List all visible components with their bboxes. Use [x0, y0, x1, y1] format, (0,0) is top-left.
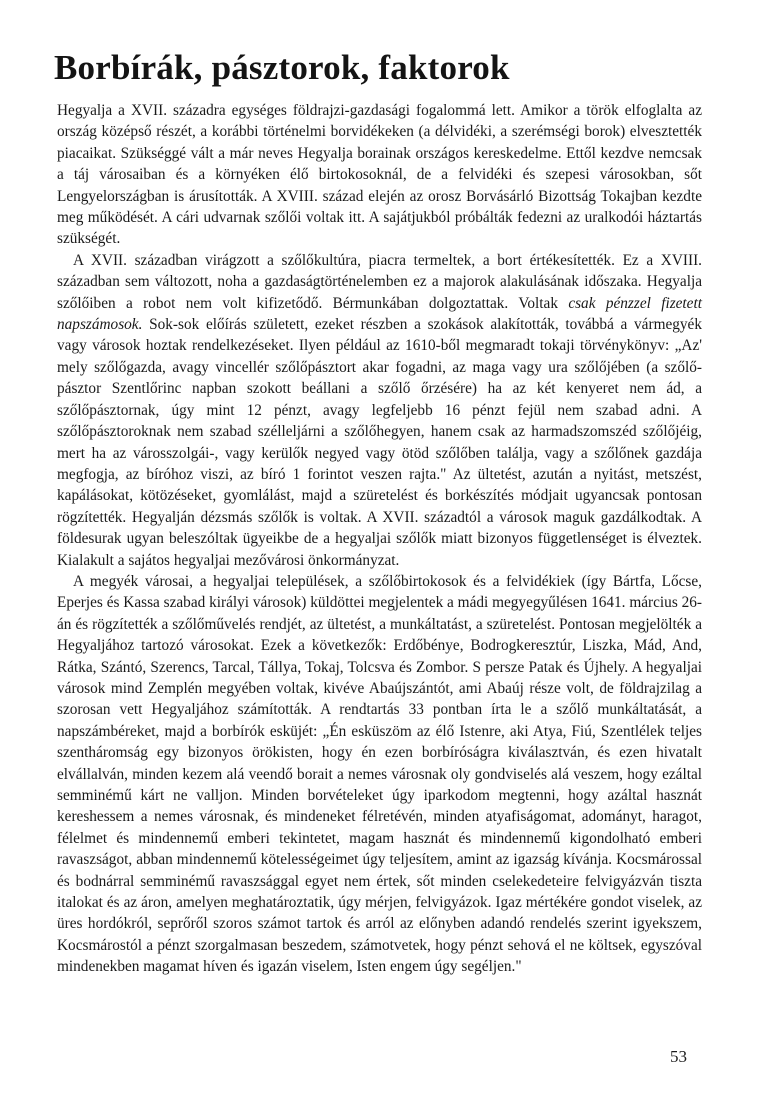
- article-body: [57, 100, 702, 978]
- paragraph-2-text-after: Sok-sok előírás született, ezeket részben a szokások alakították, továbbá a vármegyék vagy városok hoztak rendelkezéseket. Ilyen például az 1610-ből megmaradt tokaji törvénykönyv: „Az' mely szőlőgazda, avagy vincellér szőlőpásztort akar fogadni, az maga vagy ura szőlőjében (a szőlőpásztor Szentlőrinc napban szokott beállani a szőlő őrzésére) ha az két kenyeret nem ád, a szőlőpásztornak, úgy mint 12 pénzt, avagy legfeljebb 16 pénzt fejül nem szabad adni. A szőlőpásztoroknak nem szabad szélleljárni a szőlőhegyen, hanem csak az harmadszomszéd szőlőjéig, mert ha az városszolgái-, vagy kerülők negyed vagy ötöd szőlőben találja, vagy a szőlőnek gazdája megfogja, az bíróhoz viszi, az bíró 1 forintot veszen rajta." Az ültetést, azután a nyitást, metszést, kapálásokat, kötözéseket, gyomlálást, majd a szüretelést és borkészítés módjait ugyancsak pontosan rögzítették. Hegyalján dézsmás szőlők is voltak. A XVII. századtól a városok maguk gazdálkodtak. A földesurak ugyan beleszóltak ügyeikbe de a hegyaljai szőlők miatt bizonyos függetlenséget is élveztek. Kialakult a sajátos hegyaljai mezővárosi önkormányzat.: [57, 316, 702, 569]
- paragraph-2-text-before: A XVII. században virágzott a szőlőkultúra, piacra termeltek, a bort értékesítették. Ez a XVIII. században sem változott, noha a gazdaságtörténelemben ez a majorok alakulásának időszaka. Hegyalja szőlőiben a robot nem volt kifizetődő. Bérmunkában dolgoztattak. Voltak: [57, 251, 702, 312]
- page-number: 53: [670, 1047, 687, 1066]
- paragraph-2: [57, 250, 702, 571]
- paragraph-2-emphasis: csak pénzzel fizetett napszámosok.: [57, 294, 702, 334]
- page-title: Borbírák, pásztorok, faktorok: [54, 48, 510, 87]
- paragraph-3: A megyék városai, a hegyaljai települések, a szőlőbirtokosok és a felvidékiek (így Bártfa, Lőcse, Eperjes és Kassa szabad királyi városok) küldöttei megjelentek a mádi megyegyűlésen 1641. március 26-án és rögzítették a szőlőművelés rendjét, az ültetést, a munkáltatást, a szüretelést. Pontosan megjelölték a Hegyaljához tartozó városokat. Ezek a következők: Erdőbénye, Bodrogkeresztúr, Liszka, Mád, And, Rátka, Szántó, Szerencs, Tarcal, Tállya, Tokaj, Tolcsva és Zombor. S persze Patak és Újhely. A hegyaljai városok mind Zemplén megyében voltak, kivéve Abaújszántót, ami Abaúj része volt, de földrajzilag a szorosan vett Hegyaljához számították. A rendtartás 33 pontban írta le a szőlő munkáltatását, a napszámbéreket, majd a borbírók esküjét: „Én esküszöm az élő Istenre, aki Atya, Fiú, Szentlélek teljes szentháromság egy bizonyos örökisten, hogy én ezen borbíróságra kiválasztván, és ezen hivatalt elvállalván, minden kezem alá veendő borait a nemes városnak oly gondviselés alá veszem, hogy ezáltal semminémű kárt ne valljon. Minden borvételeket úgy iparkodom megtenni, hogy azáltal hasznát kereshessem a nemes városnak, és mindeneket félretévén, minden atyafiságomat, adományt, haragot, félelmet és mindennemű emberi tekintetet, magam hasznát és mindennemű kigondolható emberi ravaszságot, abban mindennemű kötelességeimet úgy teljesítem, amint az igazság kívánja. Kocsmárossal és bodnárral semminémű ravaszsággal egyet nem értek, sőt minden cselekedeteire felvigyázván tiszta italokat és az áron, amelyen meghatároztatik, úgy mérjen, felvigyázok. Igaz mértékére gondot viselek, az üres hordókról, seprőről szoros számot tartok és arról az előnyben adandó rendelés szerint igyekszem, Kocsmárostól a pénzt szorgalmasan beszedem, számotvetek, hogy pénzt sehová el ne költsek, egyszóval mindenekben magamat híven és igazán viselem, Isten engem úgy segéljen.": [57, 572, 702, 976]
- paragraph-1: Hegyalja a XVII. századra egységes földrajzi-gazdasági fogalommá lett. Amikor a török elfoglalta az ország középső részét, a korábbi történelmi borvidékeken (a délvidéki, a szerémségi borok) elvesztették piacaikat. Szükséggé vált a már neves Hegyalja borainak országos kereskedelme. Ettől kezdve nemcsak a táj városaiban és a környéken élő birtokosoknál, de a felvidéki és szepesi városokban, sőt Lengyelországban is árusították. A XVIII. század elején az orosz Borvásárló Bizottság Tokajban kezdte meg működését. A cári udvarnak szőlői voltak itt. A sajátjukból próbálták fedezni az uralkodói háztartás szükségét.: [57, 102, 702, 248]
